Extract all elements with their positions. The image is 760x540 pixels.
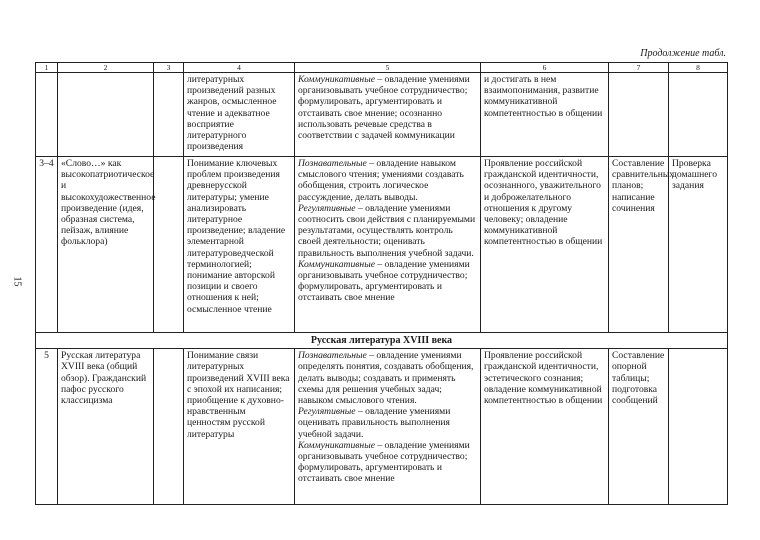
page-number: 15 [11, 276, 23, 287]
text-communicative: – овладение умениями организовывать учебное сотрудничество; формулировать, аргументировать и отстаивать свое мнение; осознанно использовать речевые средства в соответствии с задачей коммуникации [298, 74, 470, 142]
continuation-label: Продолжение табл. [640, 48, 726, 59]
label-communicative: Коммуникативные [298, 439, 375, 451]
cell-subject-results: литературных произведений разных жанров, осмысленное чтение и адекватное восприятие литературного произведения [184, 73, 295, 157]
label-communicative: Коммуникативные [298, 74, 375, 85]
cell-personal-results: Проявление российской гражданской идентичности, эстетического сознания; овладение коммуникативной компетентностью в общении [481, 349, 609, 505]
cell-subject-results: Понимание связи литературных произведений XVIII века с эпохой их написания; приобщение к духовно-нравственным ценностям русской литературы [184, 349, 295, 505]
header-cell: 8 [669, 63, 728, 73]
text-communicative: – овладение умениями организовывать учебное сотрудничество; формулировать, аргументировать и отстаивать свое мнение [298, 439, 470, 485]
cell-meta-results [295, 73, 481, 157]
cell-activity [609, 73, 669, 157]
text-cognitive: – овладение навыком смыслового чтения; умениями создавать обобщения, строить логическое рассуждение, делать выводы. [298, 158, 464, 203]
header-cell: 7 [609, 63, 669, 73]
cell-num: 5 [36, 349, 58, 505]
cell-subject-results: Понимание ключевых проблем произведения древнерусской литературы; умение анализировать литературное произведение; владение элементарной литературоведческой терминологией; понимание авторской позиции и своего отношения к ней; осмысленное чтение [184, 157, 295, 333]
cell-topic [58, 73, 154, 157]
cell-col3 [154, 73, 184, 157]
label-regulatory: Регулятивные [298, 406, 356, 418]
label-cognitive: Познавательные [298, 350, 367, 362]
section-row [36, 333, 728, 349]
cell-meta-results [295, 349, 481, 505]
section-title: Русская литература XVIII века [36, 333, 728, 349]
cell-topic: Русская литература XVIII века (общий обзор). Гражданский пафос русского классицизма [58, 349, 154, 505]
text-regulatory: – овладение умениями оценивать правильность выполнения учебной задачи. [298, 406, 451, 440]
curriculum-table [35, 62, 728, 505]
cell-control [669, 73, 728, 157]
label-communicative: Коммуникативные [298, 258, 375, 270]
header-row [36, 63, 728, 73]
cell-control [669, 349, 728, 505]
cell-control: Проверка домашнего задания [669, 157, 728, 333]
cell-num: 3–4 [36, 157, 58, 333]
text-regulatory: – овладение умениями соотносить свои действия с планируемыми результатами, осуществлять контроль своей деятельности; оценивать правильность выполнения учебной задачи. [298, 202, 476, 259]
table-row-5 [36, 349, 728, 505]
cell-num [36, 73, 58, 157]
text-communicative: – овладение умениями организовывать учебное сотрудничество; формулировать, аргументировать и отстаивать свое мнение [298, 258, 470, 304]
cell-col3 [154, 157, 184, 333]
header-cell: 4 [184, 63, 295, 73]
table-row-3-4 [36, 157, 728, 333]
header-cell: 1 [36, 63, 58, 73]
label-cognitive: Познавательные [298, 158, 367, 169]
cell-col3 [154, 349, 184, 505]
cell-topic: «Слово…» как высокопатриотическое и высокохудожественное произведение (идея, образная система, пейзаж, влияние фольклора) [58, 157, 154, 333]
cell-activity: Составление опорной таблицы; подготовка сообщений [609, 349, 669, 505]
header-cell: 2 [58, 63, 154, 73]
header-cell: 6 [481, 63, 609, 73]
cell-personal-results: Проявление российской гражданской идентичности, осознанного, уважительного и доброжелательного отношения к другому человеку; овладение коммуникативной компетентностью в общении [481, 157, 609, 333]
cell-activity: Составление сравнительных планов; написание сочинения [609, 157, 669, 333]
header-cell: 3 [154, 63, 184, 73]
cell-personal-results: и достигать в нем взаимопонимания, развитие коммуникативной компетентностью в общении [481, 73, 609, 157]
header-cell: 5 [295, 63, 481, 73]
text-cognitive: – овладение умениями определять понятия, создавать обобщения, делать выводы; создавать и применять схемы для решения учебных задач; навыком смыслового чтения. [298, 350, 474, 407]
label-regulatory: Регулятивные [298, 202, 356, 214]
cell-meta-results [295, 157, 481, 333]
table-row-continued [36, 73, 728, 157]
